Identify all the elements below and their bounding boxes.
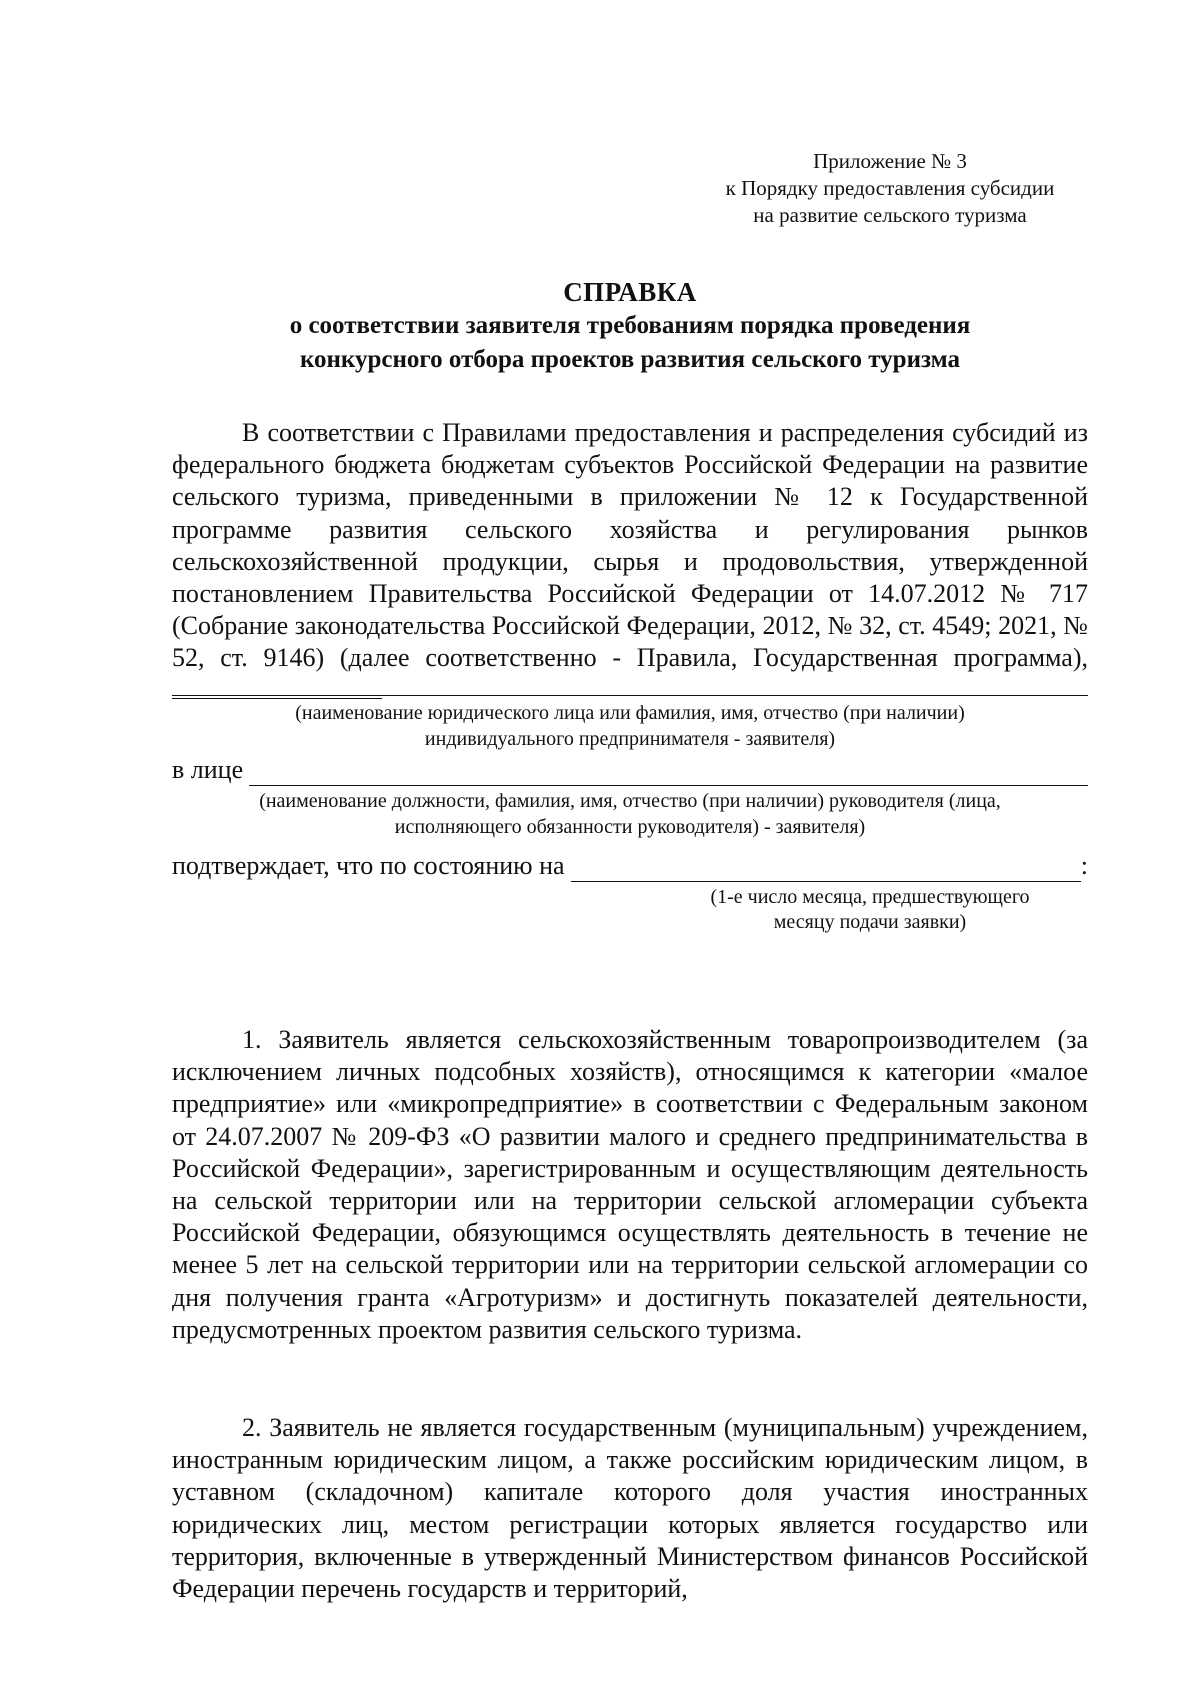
annex-line-3: на развитие сельского туризма [753,203,1027,227]
title-sub-2: конкурсного отбора проектов развития сельского туризма [299,346,961,373]
representative-caption-line-1: (наименование должности, фамилия, имя, отчество (при наличии) руководителя (лица, [259,790,1001,812]
representative-caption [172,788,1088,840]
annex-line-1: Приложение № 3 [813,149,967,173]
representative-caption-line-2: исполняющего обязанности руководителя) - заявителя) [394,816,866,838]
applicant-caption [172,700,1088,752]
applicant-caption-line-2: индивидуального предпринимателя - заявителя) [424,728,836,750]
confirms-caption-line-1: (1-е число месяца, предшествующего [710,886,1030,908]
confirms-caption [650,885,1090,935]
intro-text: В соответствии с Правилами предоставления и распределения субсидий из федерального бюджета бюджетам субъектов Российской Федерации на развитие сельского туризма, приведенными в приложении № 12 к Государственной программе развития сельского хозяйства и регулирования рынков сельскохозяйственной продукции, сырья и продовольствия, утвержденной постановлением Правительства Российской Федерации от 14.07.2012 № 717 (Собрание законодательства Российской Федерации, 2012, № 32, ст. 4549; 2021, № 52, ст. 9146) (далее соответственно - Правила, Государственная программа), [172,418,1088,673]
intro-paragraph [172,417,1088,707]
applicant-caption-line-1: (наименование юридического лица или фамилия, имя, отчество (при наличии) [295,702,965,724]
representative-label: в лице [172,755,244,784]
document-title [170,276,1090,377]
confirms-colon: : [1080,851,1088,880]
title-sub-1: о соответствии заявителя требованиям порядка проведения [289,312,971,339]
confirms-label: подтверждает, что по состоянию на [172,851,565,880]
item-1-paragraph: 1. Заявитель является сельскохозяйственным товаропроизводителем (за исключением личных подсобных хозяйств), относящимся к категории «малое предприятие» или «микропредприятие» в соответствии с Федеральным законом от 24.07.2007 № 209-ФЗ «О развитии малого и среднего предпринимательства в Российской Федерации», зарегистрированным и осуществляющим деятельность на сельской территории или на территории сельской агломерации субъекта Российской Федерации, обязующимся осуществлять деятельность в течение не менее 5 лет на сельской территории или на территории сельской агломерации со дня получения гранта «Агротуризм» и достигнуть показателей деятельности, предусмотренных проектом развития сельского туризма. [172,1025,1088,1344]
applicant-name-field[interactable] [172,695,1088,696]
annex-line-2: к Порядку предоставления субсидии [725,176,1055,200]
confirms-caption-line-2: месяцу подачи заявки) [773,911,967,933]
confirms-row [172,850,1088,882]
item-2-paragraph: 2. Заявитель не является государственным (муниципальным) учреждением, иностранным юридическим лицом, а также российским юридическим лицом, в уставном (складочном) капитале которого доля участия иностранных юридических лиц, местом регистрации которых является государство или территория, включенные в утвержденный Министерством финансов Российской Федерации перечень государств и территорий, [172,1413,1088,1604]
confirms-date-field[interactable] [571,857,1081,882]
annex-header [680,148,1100,229]
representative-row [172,754,1088,786]
representative-field[interactable] [249,761,1088,786]
title-main: СПРАВКА [563,277,697,307]
